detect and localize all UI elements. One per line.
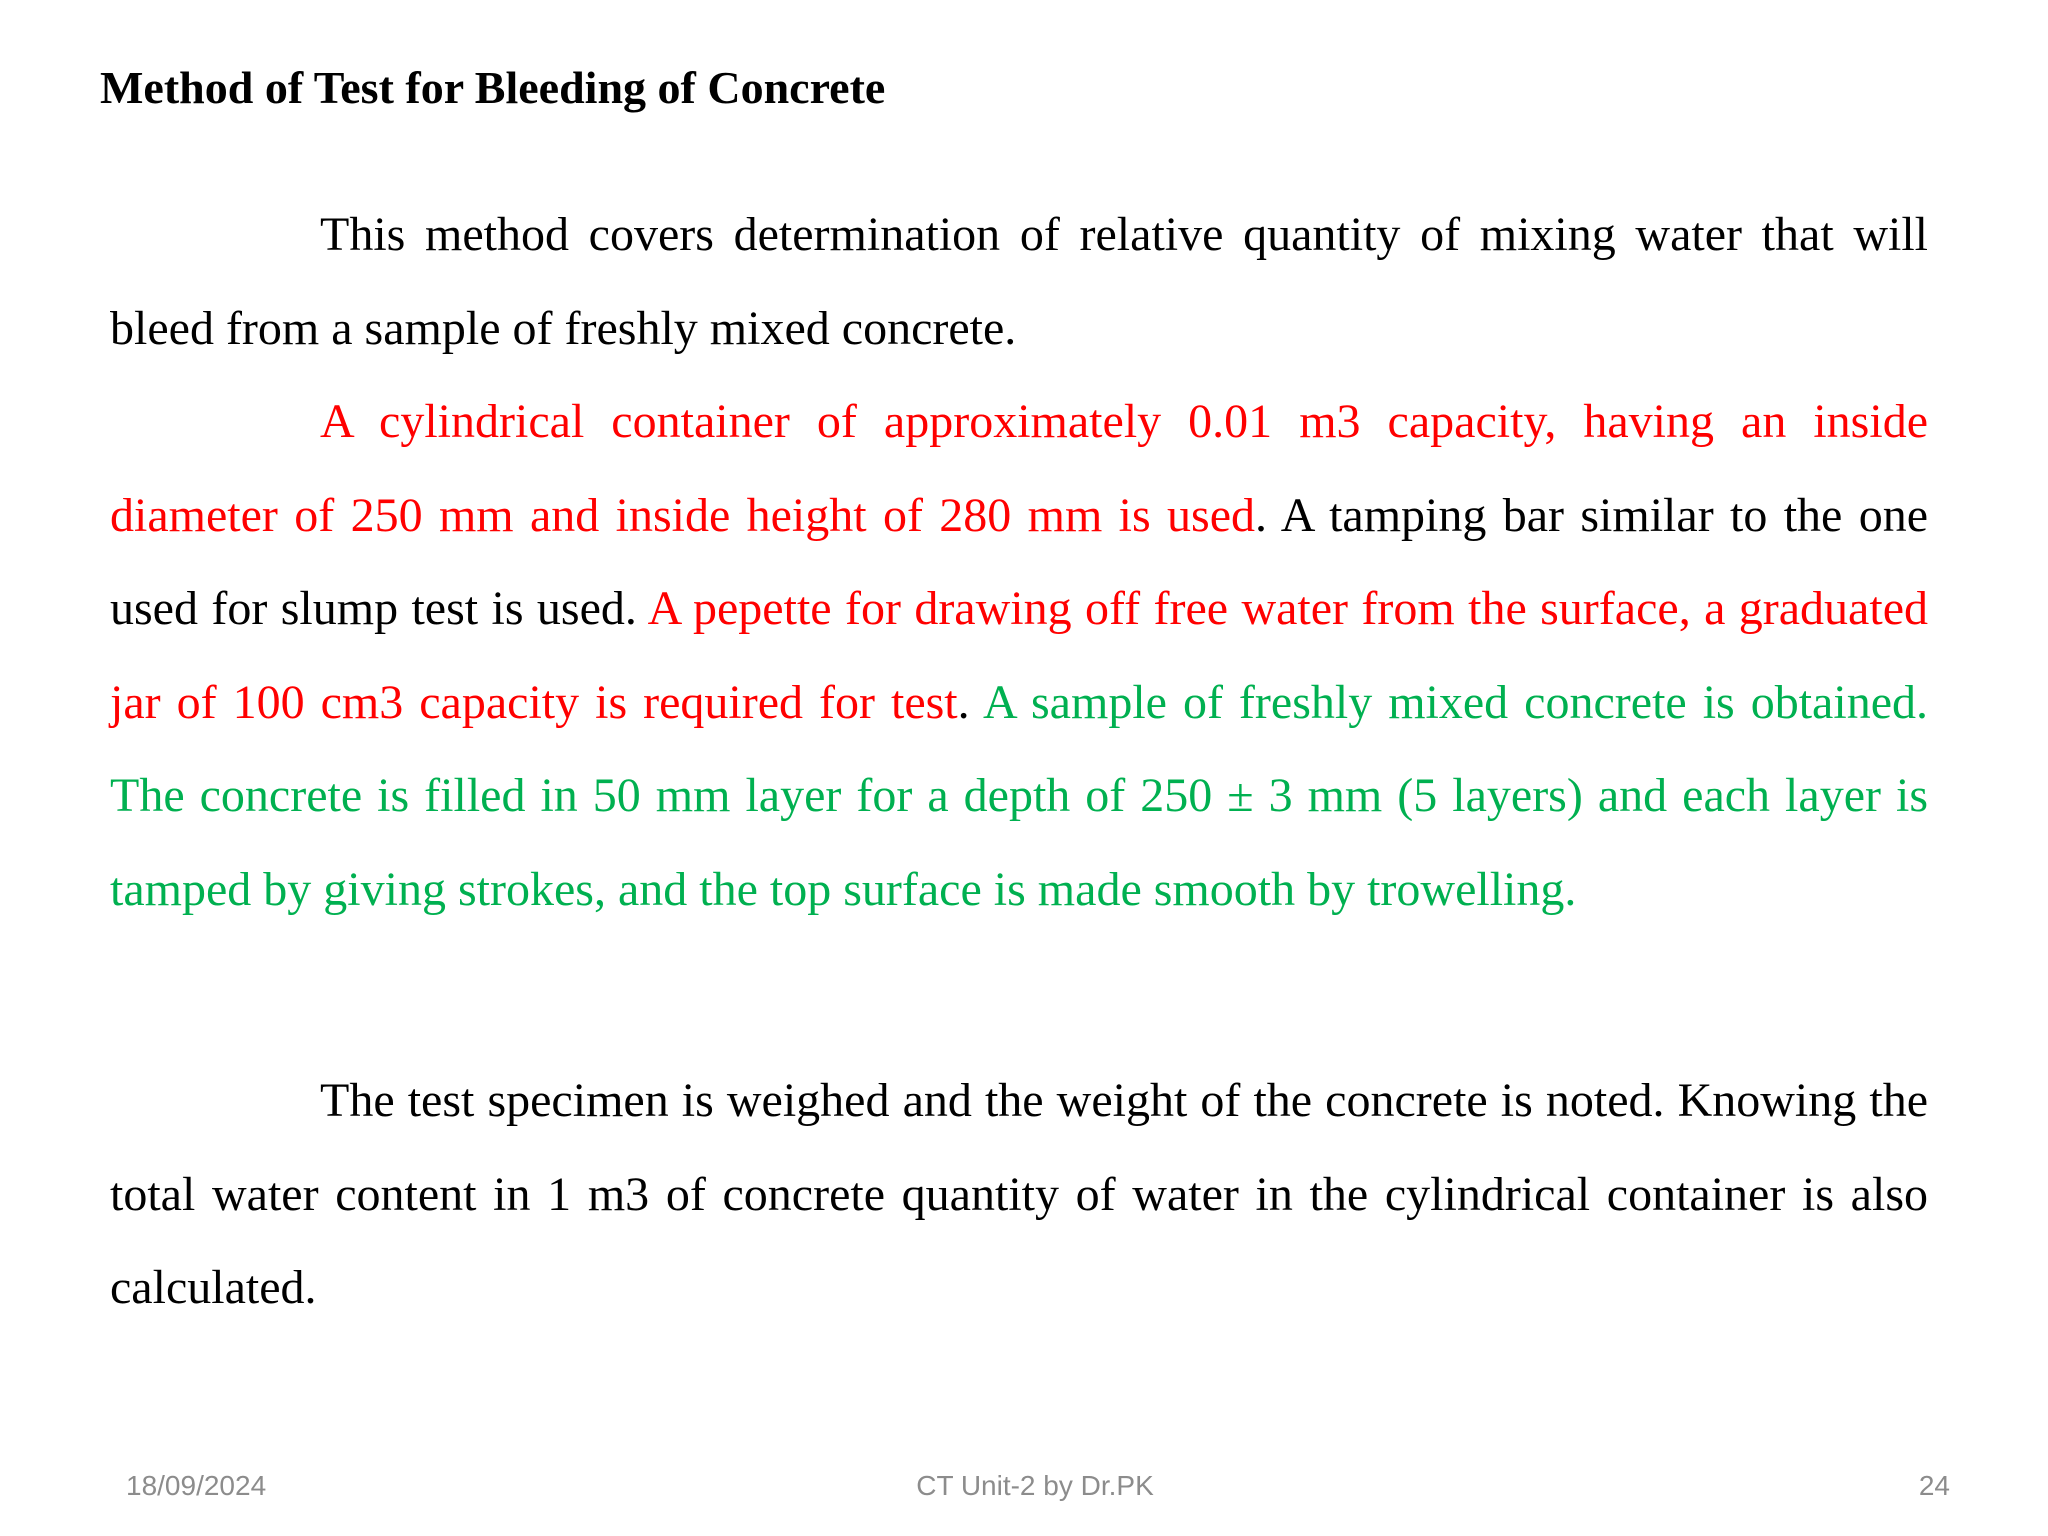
footer-title: CT Unit-2 by Dr.PK xyxy=(916,1470,1154,1501)
paragraph-intro-text: This method covers determination of relative quantity of mixing water that will bleed from a sample of freshly mixed concrete. xyxy=(110,208,1928,355)
slide-title: Method of Test for Bleeding of Concrete xyxy=(100,62,886,113)
paragraph-intro xyxy=(110,188,1928,375)
paragraph-calculation xyxy=(110,1054,1928,1335)
apparatus-separator-text: . xyxy=(957,675,983,729)
apparatus-container-text: A cylindrical container of approximately 0.01 m3 capacity, having an inside diameter of 250 mm and inside height of 280 mm is used xyxy=(110,395,1928,542)
paragraph-apparatus xyxy=(110,375,1928,936)
paragraph-apparatus-text xyxy=(110,375,1928,936)
footer-page-number: 24 xyxy=(1918,1470,1950,1501)
apparatus-tamping-text: . A tamping bar similar to the one used for slump test is used. xyxy=(110,488,1929,635)
apparatus-pipette-text: A pepette for drawing off free water from the surface, a graduated jar of 100 cm3 capacity is required for test xyxy=(110,582,1928,729)
paragraph-calculation-text: The test specimen is weighed and the weight of the concrete is noted. Knowing the total water content in 1 m3 of concrete quantity of water in the cylindrical container is also calculated. xyxy=(110,1074,1928,1314)
procedure-sample-text: A sample of freshly mixed concrete is obtained. The concrete is filled in 50 mm layer for a depth of 250 ± 3 mm (5 layers) and each layer is tamped by giving strokes, and the top surface is made smooth by trowelling. xyxy=(110,675,1928,916)
footer-date: 18/09/2024 xyxy=(126,1470,267,1501)
